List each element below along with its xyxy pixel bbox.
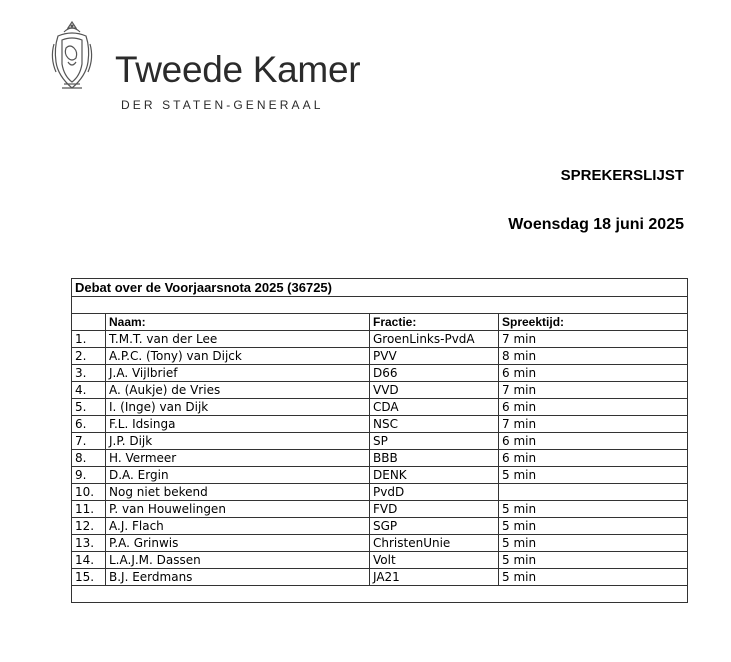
row-number: 11. xyxy=(72,501,106,518)
party: BBB xyxy=(370,450,499,467)
speaking-time: 5 min xyxy=(499,569,688,586)
speaker-name: D.A. Ergin xyxy=(106,467,370,484)
speakers-table xyxy=(71,278,688,603)
row-number: 4. xyxy=(72,382,106,399)
speaking-time: 6 min xyxy=(499,450,688,467)
header-time: Spreektijd: xyxy=(499,314,688,331)
table-row xyxy=(72,467,688,484)
party: ChristenUnie xyxy=(370,535,499,552)
party: PvdD xyxy=(370,484,499,501)
speaker-name: A. (Aukje) de Vries xyxy=(106,382,370,399)
speaking-time: 5 min xyxy=(499,518,688,535)
party: GroenLinks-PvdA xyxy=(370,331,499,348)
speaking-time: 7 min xyxy=(499,416,688,433)
speaking-time: 8 min xyxy=(499,348,688,365)
party: DENK xyxy=(370,467,499,484)
speaking-time: 7 min xyxy=(499,331,688,348)
table-row xyxy=(72,348,688,365)
speaker-name: P. van Houwelingen xyxy=(106,501,370,518)
party: D66 xyxy=(370,365,499,382)
row-number: 10. xyxy=(72,484,106,501)
table-row xyxy=(72,535,688,552)
speaker-name: F.L. Idsinga xyxy=(106,416,370,433)
speaker-name: A.J. Flach xyxy=(106,518,370,535)
speaker-name: H. Vermeer xyxy=(106,450,370,467)
tweede-kamer-crest-logo xyxy=(48,18,96,94)
debate-title-row xyxy=(72,279,688,297)
speaking-time: 5 min xyxy=(499,535,688,552)
party: Volt xyxy=(370,552,499,569)
row-number: 2. xyxy=(72,348,106,365)
table-header-row xyxy=(72,314,688,331)
speaking-time: 6 min xyxy=(499,365,688,382)
speaker-name: A.P.C. (Tony) van Dijck xyxy=(106,348,370,365)
row-number: 5. xyxy=(72,399,106,416)
speaker-name: L.A.J.M. Dassen xyxy=(106,552,370,569)
speaker-name: B.J. Eerdmans xyxy=(106,569,370,586)
speaking-time xyxy=(499,484,688,501)
speaking-time: 5 min xyxy=(499,552,688,569)
speaker-name: Nog niet bekend xyxy=(106,484,370,501)
table-row xyxy=(72,433,688,450)
party: NSC xyxy=(370,416,499,433)
header-name: Naam: xyxy=(106,314,370,331)
trailing-blank-row xyxy=(72,586,688,603)
speaker-name: I. (Inge) van Dijk xyxy=(106,399,370,416)
party: FVD xyxy=(370,501,499,518)
table-row xyxy=(72,331,688,348)
table-row xyxy=(72,552,688,569)
brand-subtitle: DER STATEN-GENERAAL xyxy=(121,98,324,112)
table-row xyxy=(72,382,688,399)
header-party: Fractie: xyxy=(370,314,499,331)
row-number: 9. xyxy=(72,467,106,484)
row-number: 14. xyxy=(72,552,106,569)
speaking-time: 5 min xyxy=(499,467,688,484)
row-number: 1. xyxy=(72,331,106,348)
row-number: 3. xyxy=(72,365,106,382)
party: PVV xyxy=(370,348,499,365)
speaker-name: J.A. Vijlbrief xyxy=(106,365,370,382)
debate-title: Debat over de Voorjaarsnota 2025 (36725) xyxy=(72,279,688,297)
table-row xyxy=(72,399,688,416)
party: CDA xyxy=(370,399,499,416)
party: VVD xyxy=(370,382,499,399)
table-row xyxy=(72,569,688,586)
party: JA21 xyxy=(370,569,499,586)
table-row xyxy=(72,518,688,535)
party: SGP xyxy=(370,518,499,535)
speaking-time: 6 min xyxy=(499,433,688,450)
document-date: Woensdag 18 juni 2025 xyxy=(508,216,684,233)
document-title: SPREKERSLIJST xyxy=(560,167,684,184)
party: SP xyxy=(370,433,499,450)
header-number xyxy=(72,314,106,331)
table-row xyxy=(72,501,688,518)
row-number: 8. xyxy=(72,450,106,467)
speaker-name: P.A. Grinwis xyxy=(106,535,370,552)
spacer-row xyxy=(72,297,688,314)
speaking-time: 5 min xyxy=(499,501,688,518)
speaking-time: 6 min xyxy=(499,399,688,416)
speaking-time: 7 min xyxy=(499,382,688,399)
row-number: 13. xyxy=(72,535,106,552)
speaker-name: J.P. Dijk xyxy=(106,433,370,450)
table-row xyxy=(72,484,688,501)
table-row xyxy=(72,416,688,433)
table-row xyxy=(72,365,688,382)
row-number: 6. xyxy=(72,416,106,433)
table-row xyxy=(72,450,688,467)
row-number: 15. xyxy=(72,569,106,586)
row-number: 7. xyxy=(72,433,106,450)
speaker-name: T.M.T. van der Lee xyxy=(106,331,370,348)
brand-title: Tweede Kamer xyxy=(115,49,361,90)
row-number: 12. xyxy=(72,518,106,535)
